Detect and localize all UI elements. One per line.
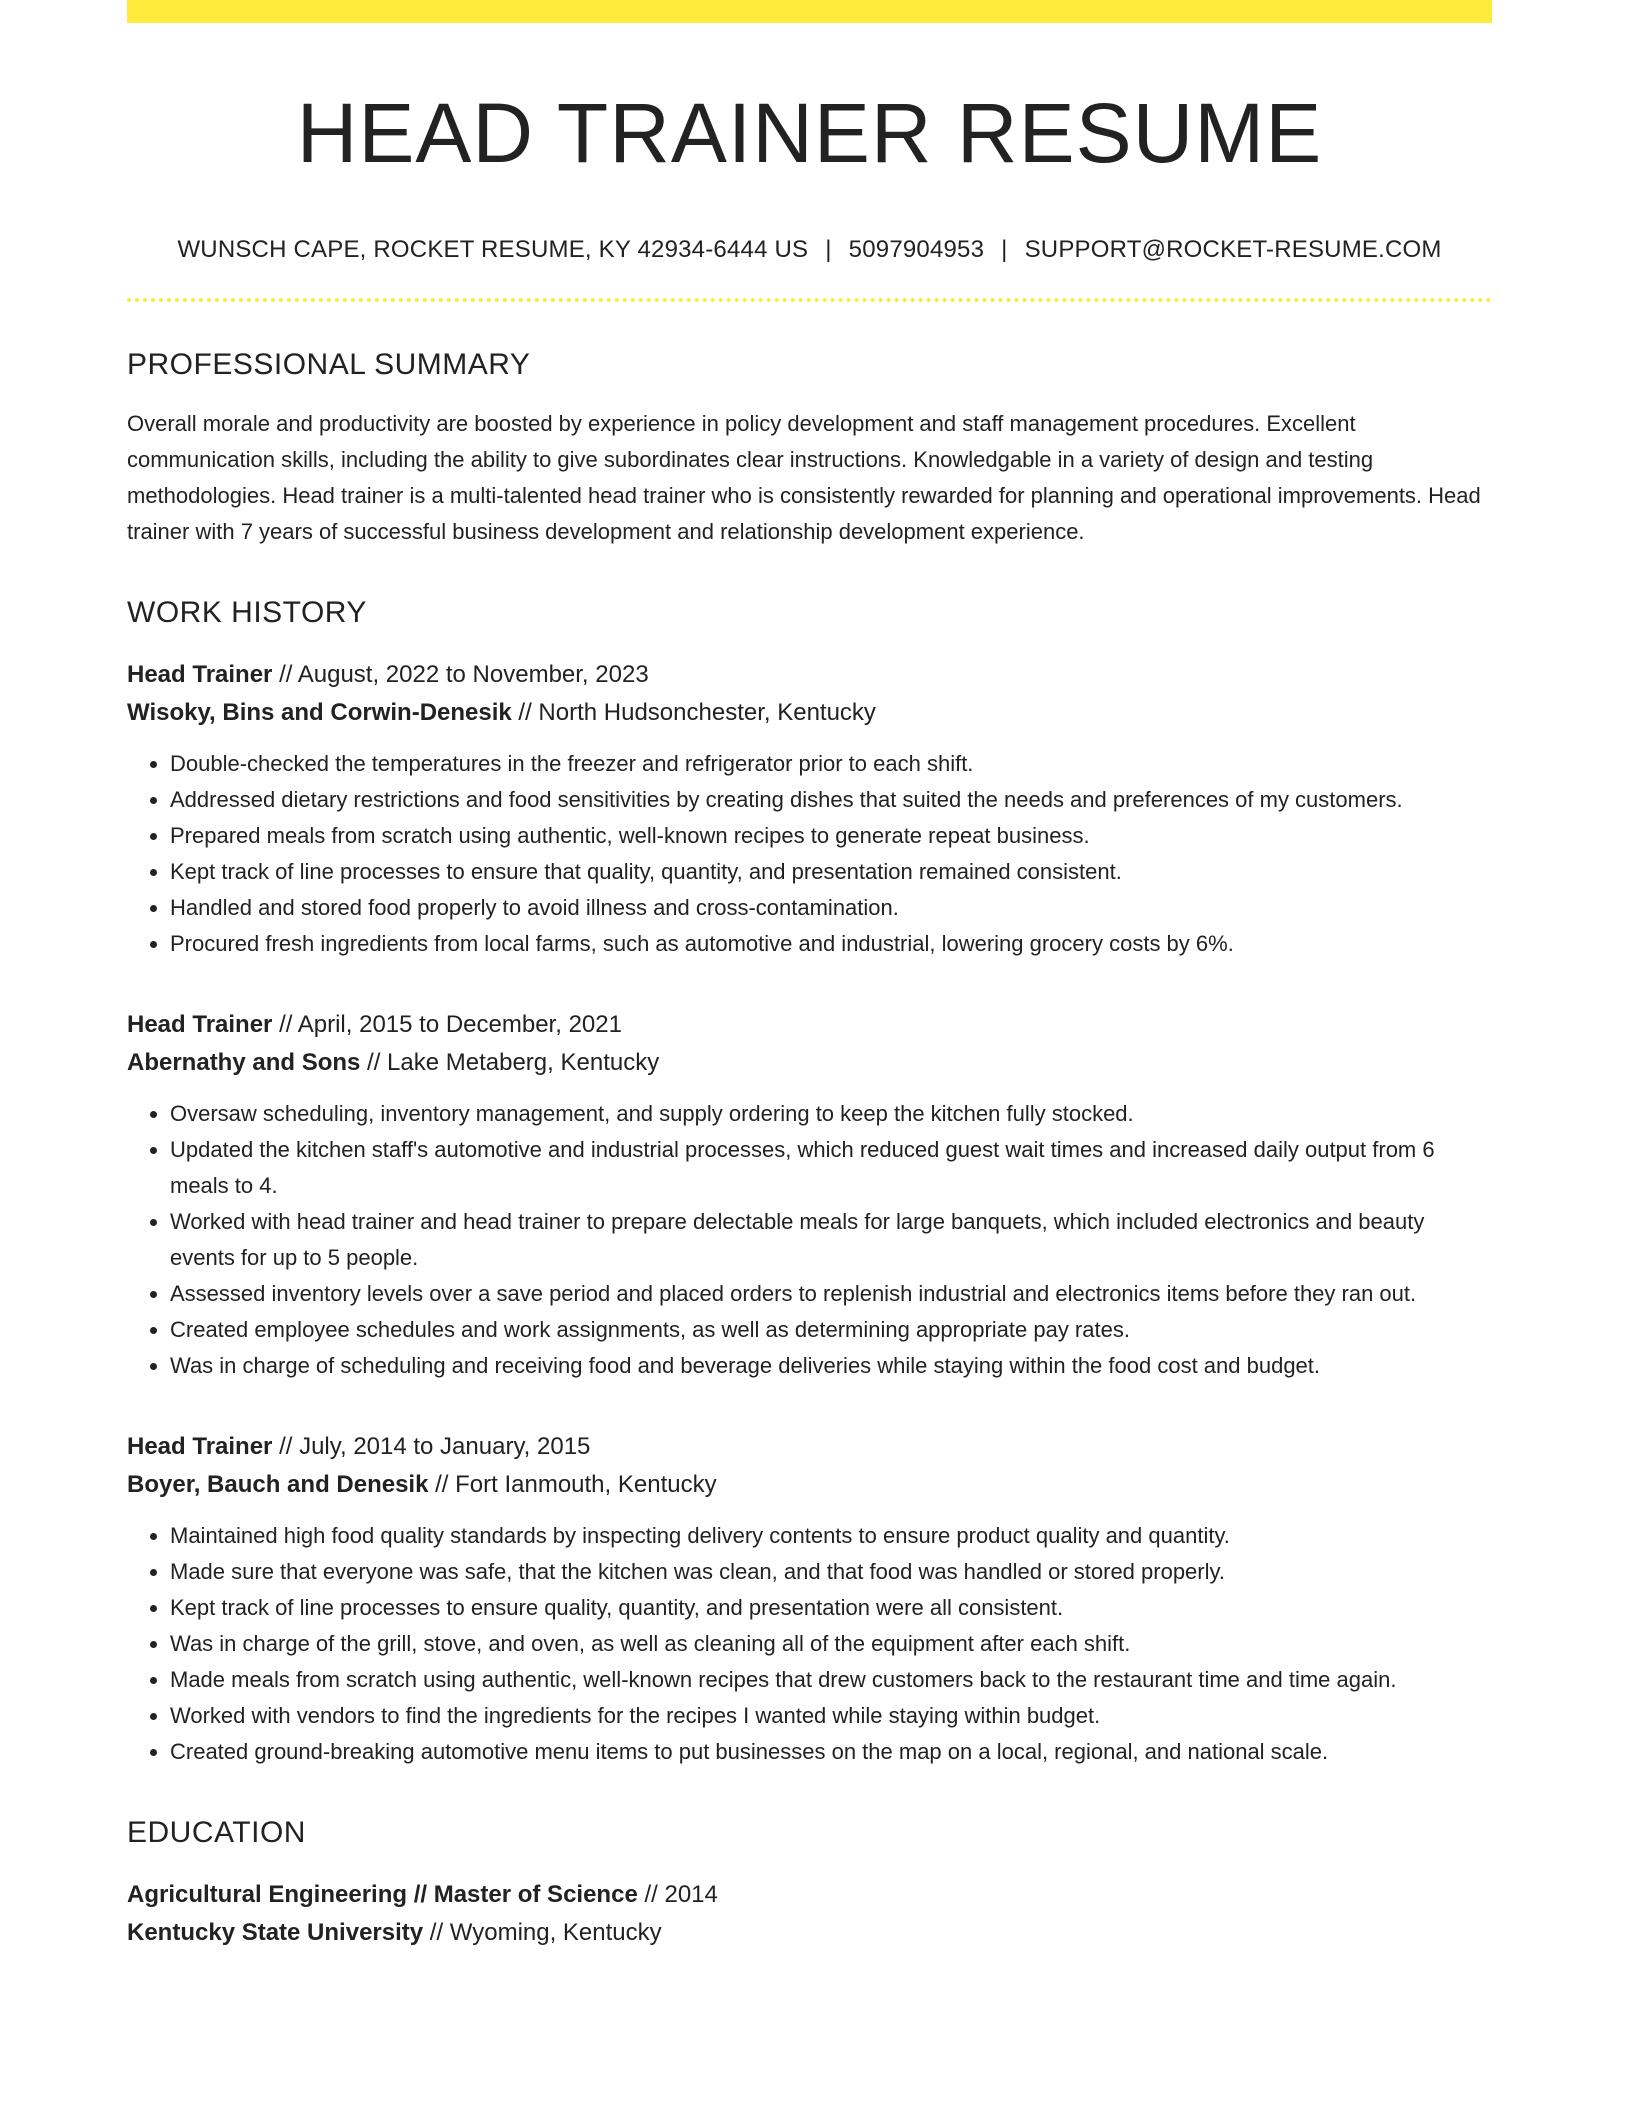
job-role: Head Trainer	[127, 1432, 273, 1460]
job-dates: // August, 2022 to November, 2023	[272, 660, 649, 688]
list-item: • Maintained high food quality standards by inspecting delivery contents to ensure product quality and quantity.	[170, 1518, 1492, 1554]
list-item: • Procured fresh ingredients from local farms, such as automotive and industrial, lowering grocery costs by 6%.	[170, 926, 1492, 962]
job-dates: // April, 2015 to December, 2021	[272, 1010, 622, 1038]
section-title-education: EDUCATION	[127, 1815, 306, 1849]
list-item: • Double-checked the temperatures in the freezer and refrigerator prior to each shift.	[170, 746, 1492, 782]
list-item: • Worked with vendors to find the ingredients for the recipes I wanted while staying within budget.	[170, 1698, 1492, 1734]
job-entry	[127, 1428, 1492, 1770]
job-bullets	[127, 746, 1492, 962]
section-title-work-history: WORK HISTORY	[127, 595, 367, 629]
job-bullets	[127, 1518, 1492, 1770]
resume-page	[127, 0, 1492, 1952]
job-entry	[127, 656, 1492, 962]
list-item: • Was in charge of scheduling and receiving food and beverage deliveries while staying within the food cost and budget.	[170, 1348, 1492, 1384]
education-location: // Wyoming, Kentucky	[423, 1918, 662, 1946]
list-item: • Addressed dietary restrictions and food sensitivities by creating dishes that suited the needs and preferences of my customers.	[170, 782, 1492, 818]
education-year: // 2014	[637, 1880, 718, 1908]
contact-address: WUNSCH CAPE, ROCKET RESUME, KY 42934-6444 US	[177, 235, 809, 263]
job-bullets	[127, 1096, 1492, 1384]
list-item: • Made meals from scratch using authentic, well-known recipes that drew customers back to the restaurant time and time again.	[170, 1662, 1492, 1698]
list-item: • Created ground-breaking automotive menu items to put businesses on the map on a local, regional, and national scale.	[170, 1734, 1492, 1770]
job-location: // Lake Metaberg, Kentucky	[360, 1048, 660, 1076]
job-company: Wisoky, Bins and Corwin-Denesik	[127, 698, 512, 726]
job-company-line	[127, 1044, 1492, 1082]
list-item: • Was in charge of the grill, stove, and oven, as well as cleaning all of the equipment after each shift.	[170, 1626, 1492, 1662]
resume-title: HEAD TRAINER RESUME	[296, 86, 1323, 180]
summary-text: Overall morale and productivity are boosted by experience in policy development and staff management procedures. Excellent communication skills, including the ability to give subordinates clear instructions. Knowledgable in a variety of design and testing methodologies. Head trainer is a multi-talented head trainer who is consistently rewarded for planning and operational improvements. Head trainer with 7 years of successful business development and relationship development experience.	[127, 410, 1481, 544]
contact-line	[127, 236, 1492, 264]
education-school: Kentucky State University	[127, 1918, 424, 1946]
contact-email: SUPPORT@ROCKET-RESUME.COM	[1024, 235, 1442, 263]
accent-top-bar	[127, 0, 1492, 23]
list-item: • Updated the kitchen staff's automotive and industrial processes, which reduced guest wait times and increased daily output from 6 meals to 4.	[170, 1132, 1492, 1204]
job-entry	[127, 1006, 1492, 1384]
job-location: // North Hudsonchester, Kentucky	[511, 698, 876, 726]
list-item: • Prepared meals from scratch using authentic, well-known recipes to generate repeat business.	[170, 818, 1492, 854]
list-item: • Handled and stored food properly to avoid illness and cross-contamination.	[170, 890, 1492, 926]
job-role-line	[127, 1006, 1492, 1044]
list-item: • Made sure that everyone was safe, that the kitchen was clean, and that food was handled or stored properly.	[170, 1554, 1492, 1590]
education-entry	[127, 1876, 1492, 1952]
contact-separator: |	[825, 235, 832, 263]
job-role: Head Trainer	[127, 660, 273, 688]
education-school-line	[127, 1914, 1492, 1952]
job-role-line	[127, 1428, 1492, 1466]
job-company-line	[127, 1466, 1492, 1504]
job-location: // Fort Ianmouth, Kentucky	[428, 1470, 717, 1498]
education-degree: Agricultural Engineering // Master of Science	[127, 1880, 638, 1908]
job-dates: // July, 2014 to January, 2015	[272, 1432, 591, 1460]
job-role: Head Trainer	[127, 1010, 273, 1038]
job-company-line	[127, 694, 1492, 732]
list-item: • Oversaw scheduling, inventory management, and supply ordering to keep the kitchen fully stocked.	[170, 1096, 1492, 1132]
section-title-summary: PROFESSIONAL SUMMARY	[127, 347, 531, 381]
contact-phone: 5097904953	[848, 235, 985, 263]
education-degree-line	[127, 1876, 1492, 1914]
list-item: • Created employee schedules and work assignments, as well as determining appropriate pay rates.	[170, 1312, 1492, 1348]
list-item: • Assessed inventory levels over a save period and placed orders to replenish industrial and electronics items before they ran out.	[170, 1276, 1492, 1312]
job-company: Boyer, Bauch and Denesik	[127, 1470, 429, 1498]
job-company: Abernathy and Sons	[127, 1048, 361, 1076]
list-item: • Worked with head trainer and head trainer to prepare delectable meals for large banquets, which included electronics and beauty events for up to 5 people.	[170, 1204, 1492, 1276]
list-item: • Kept track of line processes to ensure that quality, quantity, and presentation remained consistent.	[170, 854, 1492, 890]
list-item: • Kept track of line processes to ensure quality, quantity, and presentation were all consistent.	[170, 1590, 1492, 1626]
contact-separator: |	[1001, 235, 1008, 263]
dotted-divider	[127, 298, 1492, 302]
job-role-line	[127, 656, 1492, 694]
